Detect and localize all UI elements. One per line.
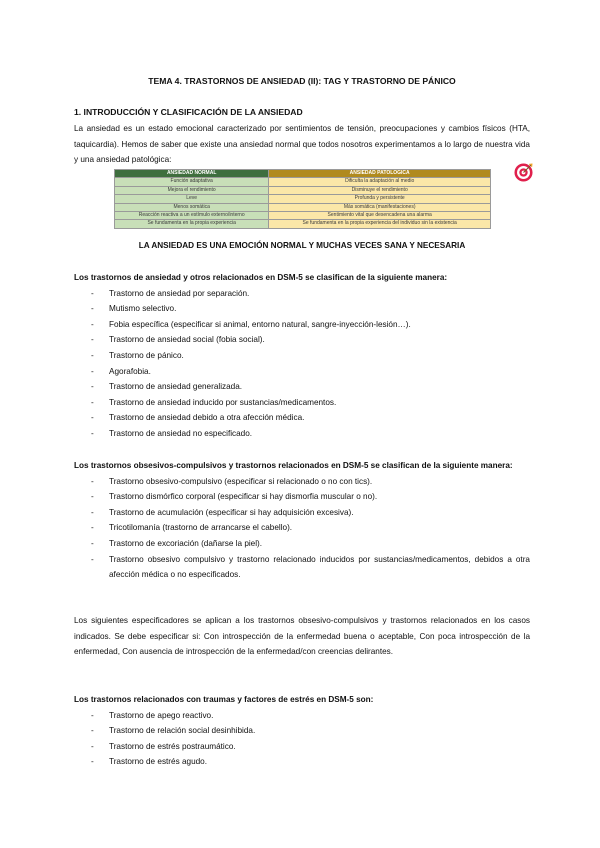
table-cell: Profunda y persistente — [269, 195, 491, 203]
table-cell: Función adaptativa — [115, 178, 269, 186]
section-anxiety-disorders — [74, 270, 530, 442]
section-ocd-disorders — [74, 458, 530, 583]
table-cell: Dificulta la adaptación al medio — [269, 178, 491, 186]
list-item: - Trastorno dismórfico corporal (especificar si hay dismorfia muscular o no). — [74, 489, 530, 505]
table-header-row — [115, 170, 491, 178]
list-item: - Trastorno de ansiedad por separación. — [74, 286, 530, 302]
list-item: - Agorafobia. — [74, 364, 530, 380]
list-item: - Trastorno de ansiedad debido a otra afección médica. — [74, 410, 530, 426]
list-item: - Trastorno obsesivo-compulsivo (especificar si relacionado o no con tics). — [74, 474, 530, 490]
ocd-disorders-list — [74, 474, 530, 583]
table-row — [115, 203, 491, 211]
table-cell: Se fundamenta en la propia experiencia — [115, 220, 269, 228]
header-normal: ANSIEDAD NORMAL — [115, 170, 269, 178]
table-cell: Menos somática — [115, 203, 269, 211]
list-item: - Trastorno de ansiedad no especificado. — [74, 426, 530, 442]
table-cell: Sentimiento vital que desencadena una alarma — [269, 212, 491, 220]
list-item: - Trastorno de acumulación (especificar si hay adquisición excesiva). — [74, 505, 530, 521]
list-item: - Fobia específica (especificar si animal, entorno natural, sangre-inyección-lesión…). — [74, 317, 530, 333]
target-icon — [514, 163, 533, 182]
intro-paragraph: La ansiedad es un estado emocional caracterizado por sentimientos de tensión, preocupaciones y cambios físicos (HTA, taquicardia). Hemos de saber que existe una ansiedad normal que todos nosotros experimentamos a lo largo de nuestra vida y una ansiedad patológica: — [74, 124, 530, 165]
list-item: - Trastorno de estrés agudo. — [74, 754, 530, 770]
list-item: - Trastorno de relación social desinhibida. — [74, 723, 530, 739]
section-heading: Los trastornos de ansiedad y otros relacionados en DSM-5 se clasifican de la siguiente manera: — [74, 273, 448, 282]
anxiety-comparison-table — [114, 169, 491, 229]
list-item: - Trastorno de ansiedad inducido por sustancias/medicamentos. — [74, 395, 530, 411]
section-trauma-disorders — [74, 692, 530, 770]
page-title: TEMA 4. TRASTORNOS DE ANSIEDAD (II): TAG Y TRASTORNO DE PÁNICO — [148, 76, 456, 86]
list-item: - Tricotilomanía (trastorno de arrancarse el cabello). — [74, 520, 530, 536]
table-row — [115, 186, 491, 194]
list-item: - Trastorno de apego reactivo. — [74, 708, 530, 724]
table-row — [115, 220, 491, 228]
section-heading-introduccion: 1. INTRODUCCIÓN Y CLASIFICACIÓN DE LA ANSIEDAD — [74, 107, 303, 117]
trauma-disorders-list — [74, 708, 530, 770]
section-heading: Los trastornos obsesivos-compulsivos y trastornos relacionados en DSM-5 se clasifican de la siguiente manera: — [74, 461, 513, 470]
list-item: - Trastorno de estrés postraumático. — [74, 739, 530, 755]
list-item: - Trastorno de pánico. — [74, 348, 530, 364]
section-heading: Los trastornos relacionados con traumas y factores de estrés en DSM-5 son: — [74, 695, 374, 704]
list-item: - Trastorno de ansiedad social (fobia social). — [74, 332, 530, 348]
table-caption: LA ANSIEDAD ES UNA EMOCIÓN NORMAL Y MUCHAS VECES SANA Y NECESARIA — [138, 241, 466, 250]
specifiers-paragraph: Los siguientes especificadores se aplican a los trastornos obsesivo-compulsivos y trastornos relacionados en los casos indicados. Se debe especificar si: Con introspección de la enfermedad buena o aceptable, Con poca introspección de la enfermedad, Con ausencia de introspección de la enfermedad/con creencias delirantes. — [74, 616, 530, 657]
table-cell: Mejora el rendimiento — [115, 186, 269, 194]
header-patologica: ANSIEDAD PATOLÓGICA — [269, 170, 491, 178]
table-row — [115, 195, 491, 203]
list-item: - Trastorno obsesivo compulsivo y trastorno relacionado inducidos por sustancias/medicamentos, debidos a otra afección médica o no especificados. — [74, 552, 530, 583]
anxiety-disorders-list — [74, 286, 530, 442]
table-cell: Disminuye el rendimiento — [269, 186, 491, 194]
table-row — [115, 178, 491, 186]
table-cell: Leve — [115, 195, 269, 203]
list-item: - Mutismo selectivo. — [74, 301, 530, 317]
table-cell: Más somática (manifestaciones) — [269, 203, 491, 211]
table-cell: Reacción reactiva a un estímulo externo/interno — [115, 212, 269, 220]
list-item: - Trastorno de ansiedad generalizada. — [74, 379, 530, 395]
table-cell: Se fundamenta en la propia experiencia del individuo sin la existencia — [269, 220, 491, 228]
list-item: - Trastorno de excoriación (dañarse la piel). — [74, 536, 530, 552]
table-row — [115, 212, 491, 220]
